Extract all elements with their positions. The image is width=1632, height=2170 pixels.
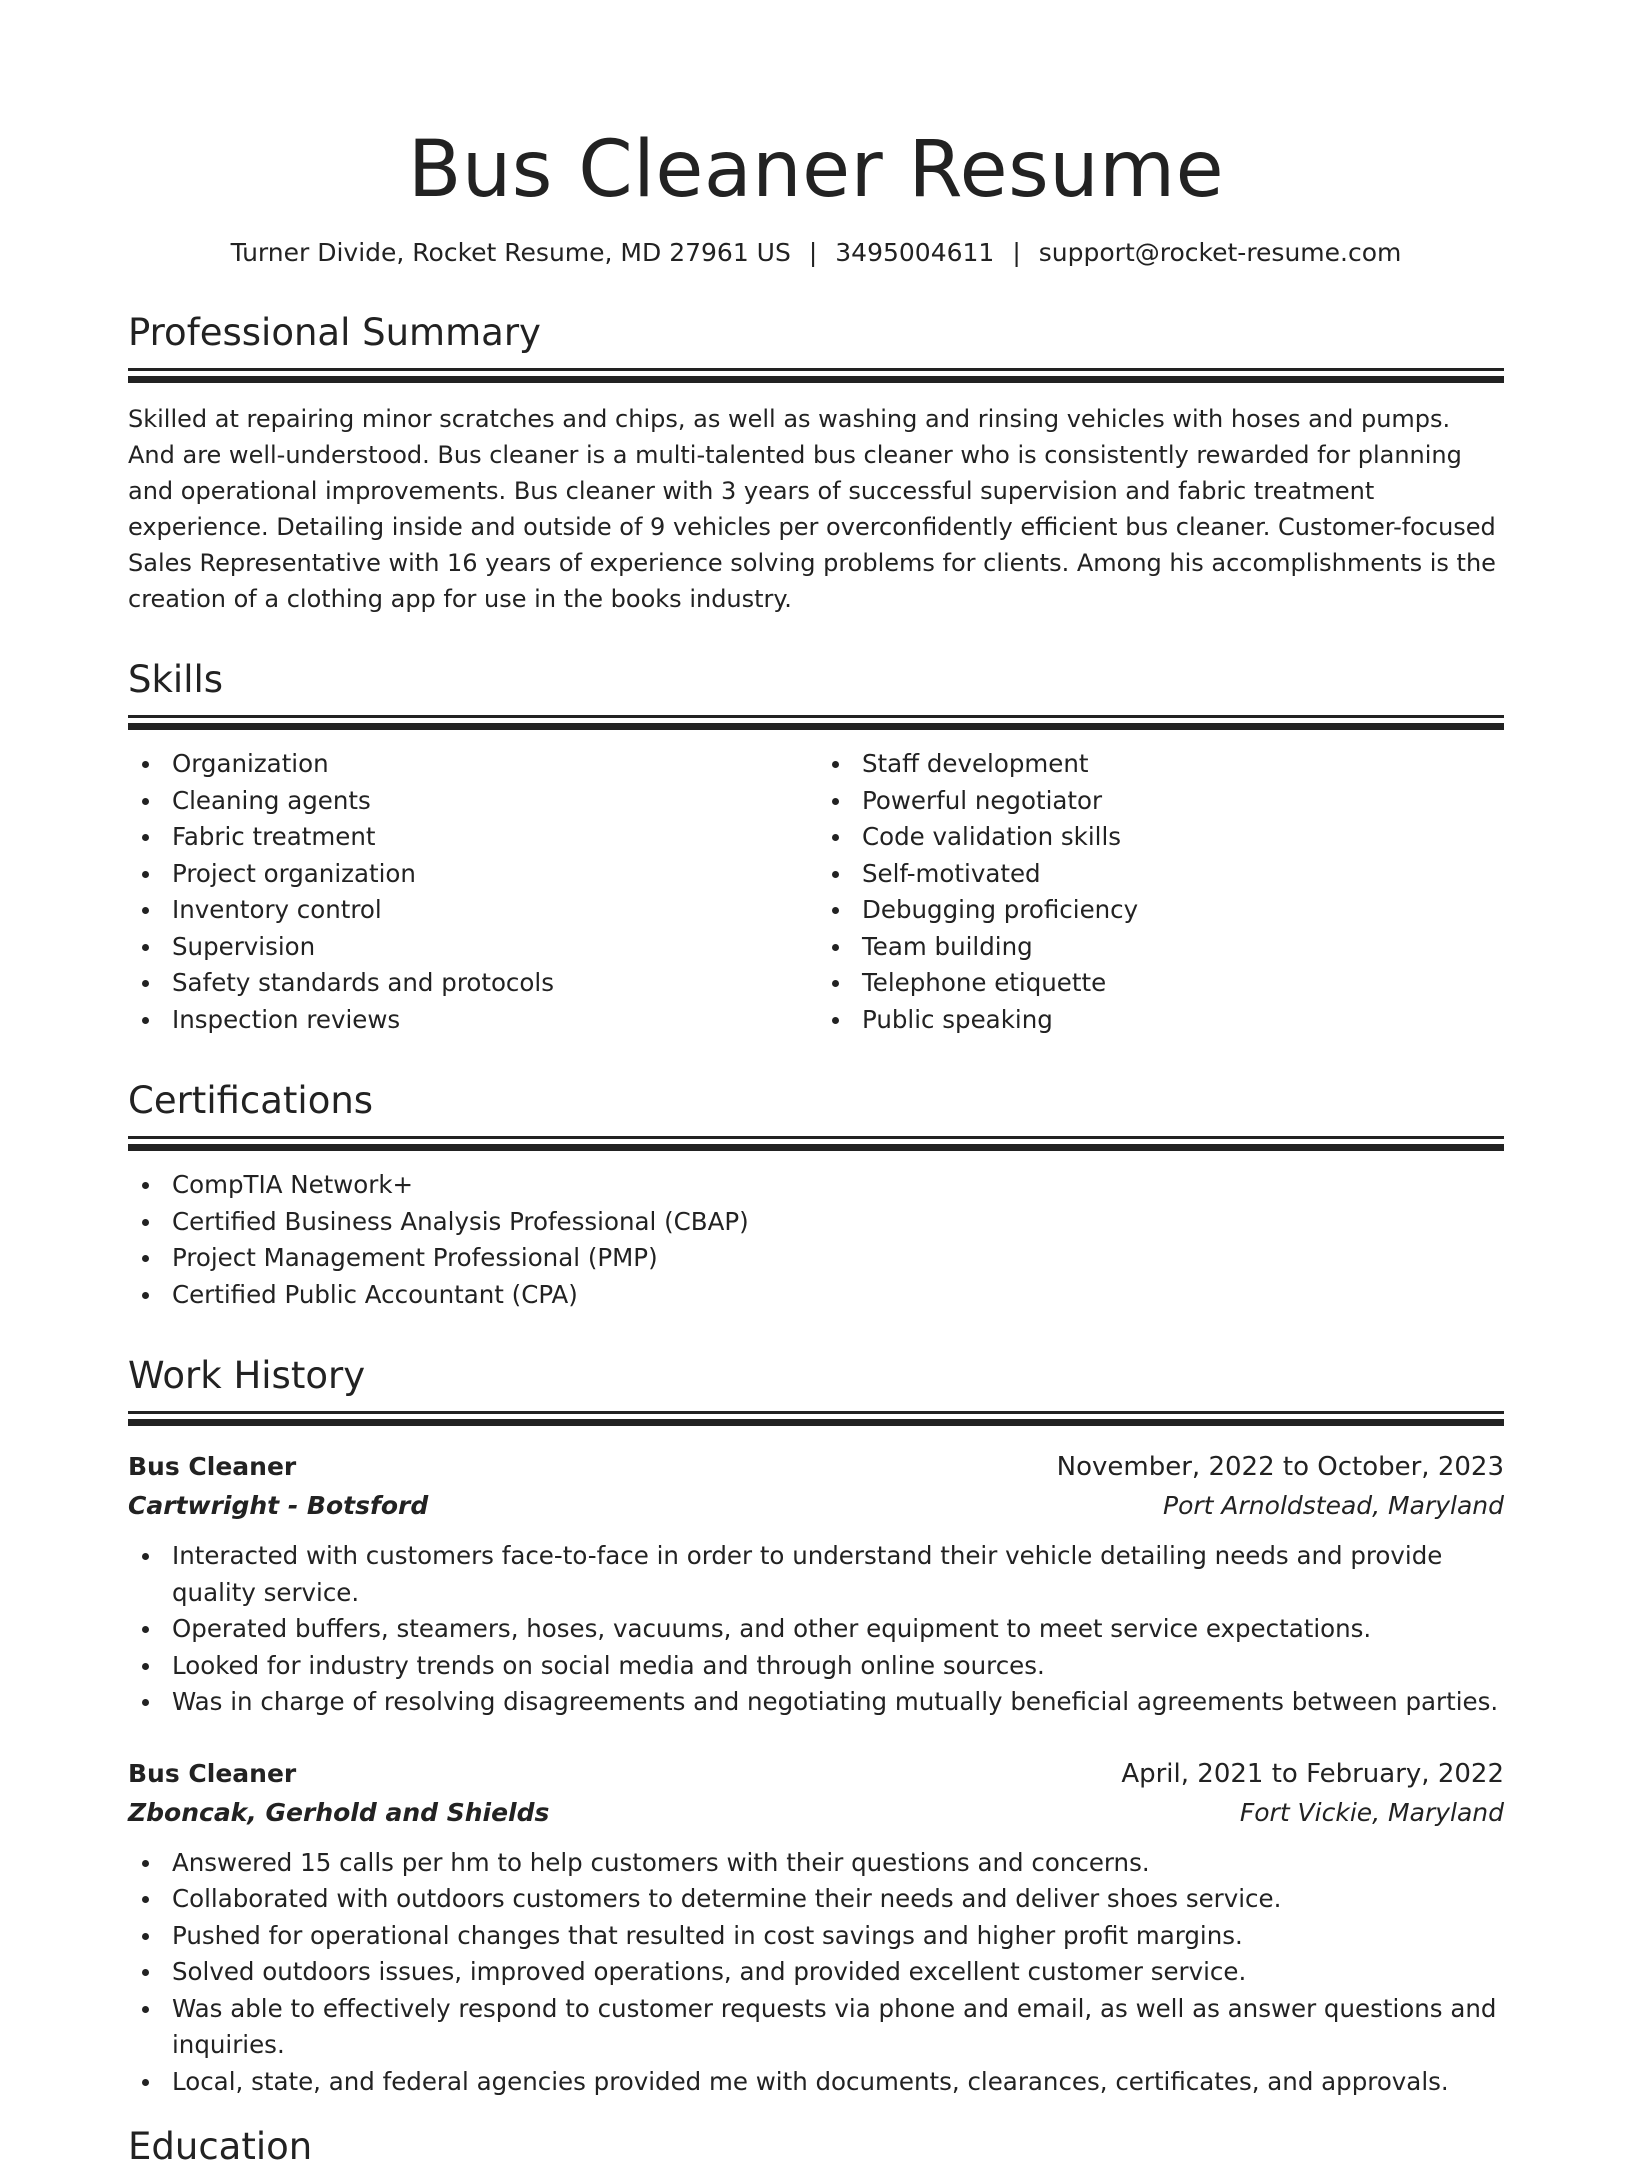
certification-item: Certified Public Accountant (CPA) [172,1277,1504,1314]
section-rule-thin [128,368,1504,371]
skill-item: Debugging proficiency [862,892,1504,929]
section-rule-thin [128,715,1504,718]
skill-item: Staff development [862,746,1504,783]
job-title: Bus Cleaner [128,1452,297,1481]
job-duties-list [128,1845,1504,2101]
education-heading: Education [128,2125,313,2168]
summary-section-header [128,310,1504,383]
job-duty: Was in charge of resolving disagreements and negotiating mutually beneficial agreements between parties. [172,1684,1504,1721]
job-duty: Answered 15 calls per hm to help customers with their questions and concerns. [172,1845,1504,1882]
skill-item: Cleaning agents [172,783,816,820]
certification-item: CompTIA Network+ [172,1167,1504,1204]
job-title: Bus Cleaner [128,1758,297,1788]
job-dates: April, 2021 to February, 2022 [1121,1758,1504,1789]
education-section-header [128,2124,1504,2170]
summary-text: Skilled at repairing minor scratches and chips, as well as washing and rinsing vehicles with hoses and pumps. And are well-understood. Bus cleaner is a multi-talented bus cleaner who is consistently rewarded for planning and operational improvements. Bus cleaner with 3 years of successful supervision and fabric treatment experience. Detailing inside and outside of 9 vehicles per overconfidently efficient bus cleaner. Customer-focused Sales Representative with 16 years of experience solving problems for clients. Among his accomplishments is the creation of a clothing app for use in the books industry. [128,405,1496,613]
skills-heading: Skills [128,658,224,701]
job-company-row [128,1486,1504,1526]
summary-heading: Professional Summary [128,311,541,354]
skill-item: Fabric treatment [172,819,816,856]
job-company: Cartwright - Botsford [128,1491,429,1520]
skills-list-left [128,746,816,1038]
contact-separator: | [808,238,818,267]
section-rule-thin [128,1411,1504,1414]
job-entry [128,1448,1504,1721]
skills-list-right [816,746,1504,1038]
job-duties-list [128,1538,1504,1721]
job-header-row [128,1755,1504,1793]
certifications-list [128,1167,1504,1313]
skill-item: Public speaking [862,1002,1504,1039]
job-duty: Looked for industry trends on social media and through online sources. [172,1648,1504,1685]
job-location: Fort Vickie, Maryland [1239,1797,1504,1827]
contact-phone: 3495004611 [835,238,995,267]
section-rule-thick [128,376,1504,383]
contact-address: Turner Divide, Rocket Resume, MD 27961 US [230,238,791,267]
skill-item: Project organization [172,856,816,893]
job-header-row [128,1448,1504,1486]
contact-email: support@rocket-resume.com [1038,238,1402,267]
skill-item: Team building [862,929,1504,966]
job-duty: Pushed for operational changes that resulted in cost savings and higher profit margins. [172,1918,1504,1955]
certification-item: Project Management Professional (PMP) [172,1240,1504,1277]
job-location: Port Arnoldstead, Maryland [1163,1491,1504,1520]
skill-item: Powerful negotiator [862,783,1504,820]
skill-item: Inventory control [172,892,816,929]
skills-grid [128,730,1504,1038]
job-duty: Interacted with customers face-to-face in order to understand their vehicle detailing needs and provide quality service. [172,1538,1504,1611]
job-duty: Was able to effectively respond to customer requests via phone and email, as well as answer questions and inquiries. [172,1991,1504,2064]
skill-item: Supervision [172,929,816,966]
certifications-section-header [128,1078,1504,1151]
resume-title: Bus Cleaner Resume [407,125,1225,215]
job-dates: November, 2022 to October, 2023 [1056,1452,1504,1482]
skill-item: Telephone etiquette [862,965,1504,1002]
skill-item: Code validation skills [862,819,1504,856]
job-duty: Solved outdoors issues, improved operations, and provided excellent customer service. [172,1954,1504,1991]
job-duty: Local, state, and federal agencies provided me with documents, clearances, certificates, and approvals. [172,2064,1504,2101]
section-rule-thin [128,1136,1504,1139]
contact-line [128,236,1504,270]
certification-item: Certified Business Analysis Professional (CBAP) [172,1204,1504,1241]
certifications-heading: Certifications [128,1079,374,1122]
work-history-section-header [128,1353,1504,1426]
job-duty: Operated buffers, steamers, hoses, vacuums, and other equipment to meet service expectations. [172,1611,1504,1648]
contact-separator: | [1012,238,1021,267]
section-rule-thick [128,1419,1504,1426]
skill-item: Safety standards and protocols [172,965,816,1002]
work-history-heading: Work History [128,1354,366,1397]
skill-item: Organization [172,746,816,783]
job-company-row [128,1793,1504,1833]
job-company: Zboncak, Gerhold and Shields [128,1797,550,1827]
skills-section-header [128,657,1504,730]
skill-item: Self-motivated [862,856,1504,893]
skill-item: Inspection reviews [172,1002,816,1039]
job-duty: Collaborated with outdoors customers to determine their needs and deliver shoes service. [172,1881,1504,1918]
section-rule-thick [128,1144,1504,1151]
job-entry [128,1755,1504,2101]
section-rule-thick [128,723,1504,730]
